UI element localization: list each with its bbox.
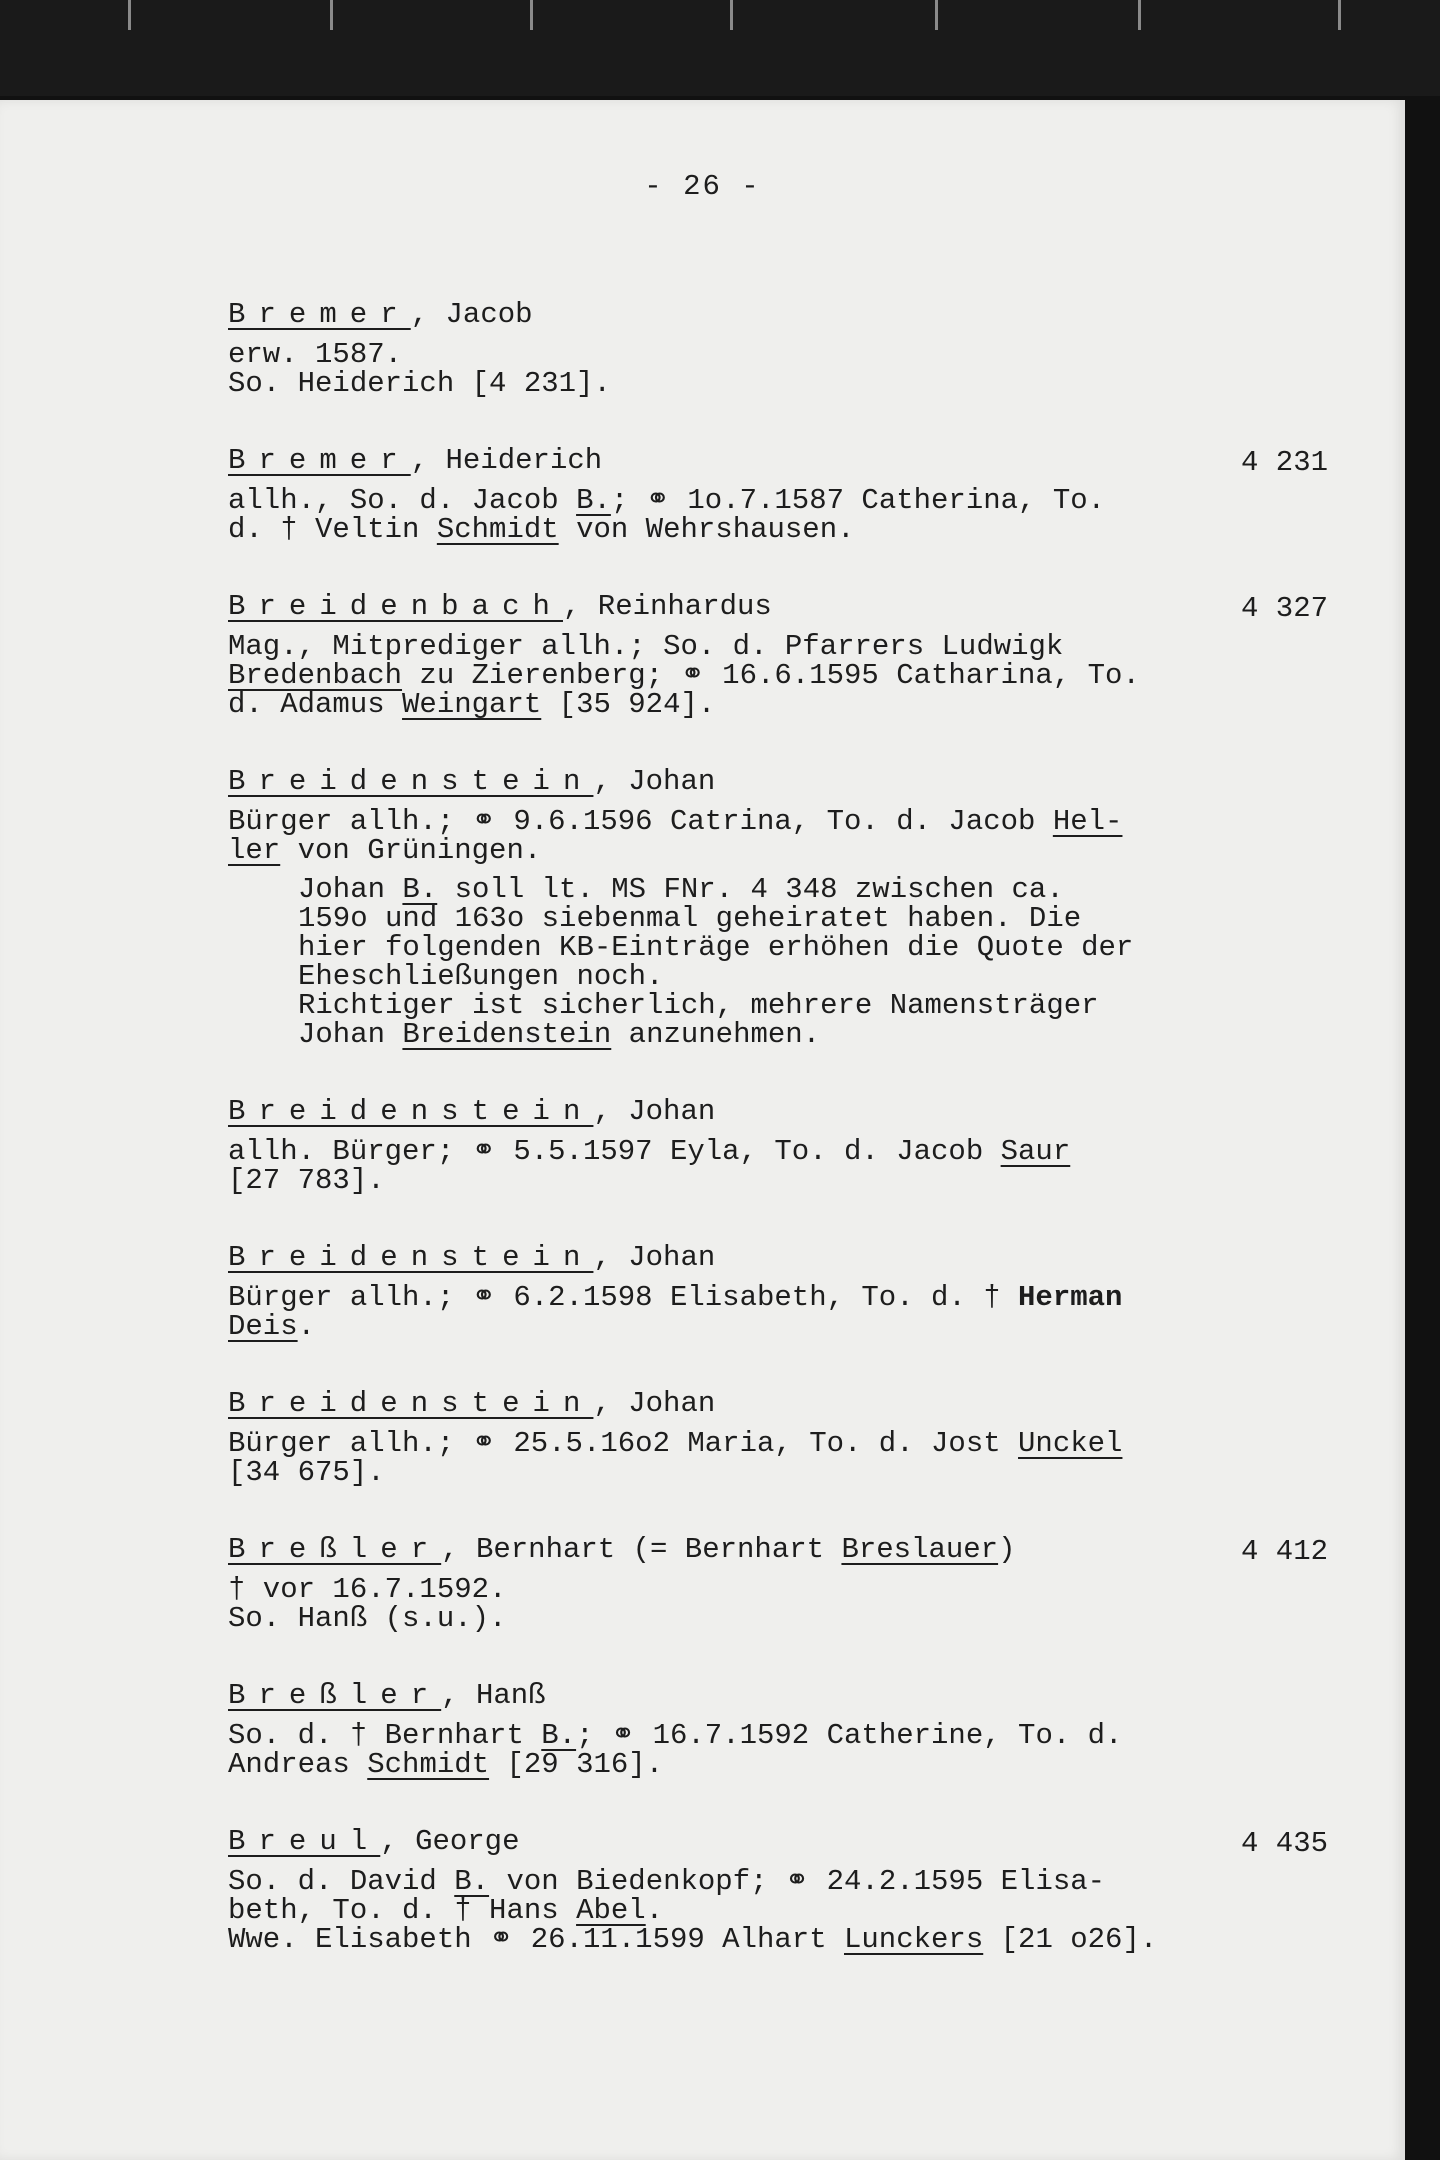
text-segment: allh. Bürger; ⚭ 5.5.1597 Eyla, To. d. Jacob: [228, 1135, 1001, 1168]
underlined-name: Saur: [1000, 1135, 1071, 1168]
given-name: , Reinhardus: [562, 590, 772, 623]
text-line: [298, 933, 1328, 962]
entry-body: [228, 1721, 1328, 1779]
text-line: [228, 690, 1328, 719]
given-name: , Johan: [593, 1387, 716, 1420]
underlined-name: B.: [454, 1865, 490, 1898]
text-line: [228, 1429, 1328, 1458]
film-tick: [1338, 0, 1341, 30]
underlined-name: B.: [576, 484, 611, 517]
surname: Breßler: [228, 1679, 442, 1712]
underlined-name: Unckel: [1018, 1427, 1123, 1460]
text-segment: anzunehmen.: [611, 1018, 821, 1051]
text-line: [228, 836, 1328, 865]
text-line: [298, 962, 1328, 991]
entry-list: [228, 300, 1328, 2002]
document-page: [0, 100, 1405, 2160]
text-segment: beth, To. d. † Hans: [228, 1894, 577, 1927]
text-line: [228, 1721, 1328, 1750]
text-line: [228, 807, 1328, 836]
text-segment: [29 316].: [489, 1748, 664, 1781]
entry-heading: [228, 1389, 1328, 1421]
film-tick: [128, 0, 131, 30]
text-line: [228, 661, 1328, 690]
entry-heading: [228, 1243, 1328, 1275]
entry-heading: [228, 1681, 1328, 1713]
given-name: , Heiderich: [410, 444, 603, 477]
entry: [228, 1681, 1328, 1779]
entry-body: [228, 632, 1328, 719]
text-segment: allh., So. d. Jacob: [228, 484, 577, 517]
family-number: 4 231: [1240, 446, 1328, 479]
underlined-name: Deis: [228, 1310, 298, 1343]
film-tick: [935, 0, 938, 30]
surname: Breidenbach: [228, 590, 563, 623]
underlined-name: Schmidt: [367, 1748, 490, 1781]
text-segment: d. † Veltin: [228, 513, 437, 546]
text-line: [298, 875, 1328, 904]
entry: [228, 1535, 1328, 1633]
text-line: [228, 1137, 1328, 1166]
entry: [228, 1097, 1328, 1195]
text-segment: 159o und 163o siebenmal geheiratet haben. Die: [298, 902, 1082, 935]
entry: [228, 767, 1328, 1049]
text-segment: d. Adamus: [228, 688, 403, 721]
entry: [228, 1243, 1328, 1341]
surname: Breidenstein: [228, 1095, 594, 1128]
underlined-name: Schmidt: [436, 513, 559, 546]
text-line: [228, 369, 1328, 398]
text-segment: So. d. † Bernhart: [228, 1719, 542, 1752]
text-segment: ; ⚭ 1o.7.1587 Catherina, To.: [610, 484, 1106, 517]
text-segment: Andreas: [228, 1748, 368, 1781]
film-tick: [330, 0, 333, 30]
film-tick: [730, 0, 733, 30]
text-line: [228, 515, 1328, 544]
entry-body: [228, 1867, 1328, 1954]
text-segment: Bürger allh.; ⚭ 25.5.16o2 Maria, To. d. Jost: [228, 1427, 1019, 1460]
underlined-name: B.: [541, 1719, 577, 1752]
underlined-name: B.: [402, 873, 438, 906]
text-line: [228, 1283, 1328, 1312]
entry-heading: [228, 592, 1328, 624]
text-segment: [21 o26].: [983, 1923, 1158, 1956]
given-name: , Johan: [593, 1095, 716, 1128]
underlined-name: Bredenbach: [228, 659, 403, 692]
surname: Bremer: [228, 298, 411, 331]
entry-body: [228, 1137, 1328, 1195]
underlined-name: Breidenstein: [402, 1018, 612, 1051]
text-segment: hier folgenden KB-Einträge erhöhen die Quote der: [298, 931, 1134, 964]
text-segment: So. Hanß (s.u.).: [228, 1602, 507, 1635]
text-segment: Eheschließungen noch.: [298, 960, 664, 993]
given-name: , Hanß: [441, 1679, 546, 1712]
given-name: , Johan: [593, 1241, 716, 1274]
text-segment: .: [645, 1894, 664, 1927]
underlined-name: Abel: [576, 1894, 646, 1927]
text-segment: † vor 16.7.1592.: [228, 1573, 507, 1606]
entry-body: [228, 807, 1328, 865]
film-tick: [530, 0, 533, 30]
text-line: [228, 1166, 1328, 1195]
entry-body: [228, 1575, 1328, 1633]
text-segment: ): [998, 1533, 1016, 1566]
surname: Breidenstein: [228, 1241, 594, 1274]
entry: [228, 1389, 1328, 1487]
underlined-name: Hel-: [1052, 805, 1123, 838]
text-segment: zu Zierenberg; ⚭ 16.6.1595 Catharina, To.: [402, 659, 1140, 692]
text-segment: Johan: [298, 873, 403, 906]
given-name: , Johan: [593, 765, 716, 798]
entry-heading: [228, 1535, 1328, 1567]
text-segment: [34 675].: [228, 1456, 385, 1489]
text-segment: von Biedenkopf; ⚭ 24.2.1595 Elisa-: [489, 1865, 1106, 1898]
text-line: [298, 1020, 1328, 1049]
given-name: , Jacob: [410, 298, 533, 331]
text-line: [228, 1458, 1328, 1487]
text-line: [228, 340, 1328, 369]
entry-note: [228, 875, 1328, 1049]
text-line: [228, 1867, 1328, 1896]
underlined-name: ler: [228, 834, 281, 867]
film-border: [0, 0, 1440, 96]
text-line: [228, 1925, 1328, 1954]
entry-body: [228, 1283, 1328, 1341]
entry-heading: [228, 1097, 1328, 1129]
text-segment: Wwe. Elisabeth ⚭ 26.11.1599 Alhart: [228, 1923, 844, 1956]
entry-body: [228, 1429, 1328, 1487]
text-segment: ; ⚭ 16.7.1592 Catherine, To. d.: [576, 1719, 1123, 1752]
entry-heading: [228, 446, 1328, 478]
entry: [228, 300, 1328, 398]
text-segment: Bürger allh.; ⚭ 6.2.1598 Elisabeth, To. d. †: [228, 1281, 1019, 1314]
text-line: [228, 1575, 1328, 1604]
entry-heading: [228, 767, 1328, 799]
underlined-name: Lunckers: [844, 1923, 984, 1956]
entry-heading: [228, 300, 1328, 332]
text-line: [298, 904, 1328, 933]
entry: [228, 1827, 1328, 1954]
text-segment: Johan: [298, 1018, 403, 1051]
text-line: [228, 1750, 1328, 1779]
underlined-name: Breslauer: [841, 1533, 999, 1566]
given-name: , Bernhart (= Bernhart: [441, 1533, 842, 1566]
text-line: [228, 1604, 1328, 1633]
text-segment: Bürger allh.; ⚭ 9.6.1596 Catrina, To. d. Jacob: [228, 805, 1053, 838]
surname: Breßler: [228, 1533, 442, 1566]
entry-heading: [228, 1827, 1328, 1859]
text-line: [298, 991, 1328, 1020]
surname: Breidenstein: [228, 1387, 594, 1420]
family-number: 4 327: [1240, 592, 1328, 625]
film-tick: [1138, 0, 1141, 30]
text-segment: von Grüningen.: [280, 834, 542, 867]
text-segment: Richtiger ist sicherlich, mehrere Namensträger: [298, 989, 1099, 1022]
surname: Breul: [228, 1825, 381, 1858]
surname: Bremer: [228, 444, 411, 477]
text-segment: [27 783].: [228, 1164, 385, 1197]
surname: Breidenstein: [228, 765, 594, 798]
text-segment: soll lt. MS FNr. 4 348 zwischen ca.: [437, 873, 1064, 906]
family-number: 4 412: [1240, 1535, 1328, 1568]
text-segment: So. d. David: [228, 1865, 455, 1898]
entry-body: [228, 340, 1328, 398]
entry: [228, 592, 1328, 719]
text-segment: erw. 1587.: [228, 338, 403, 371]
entry-body: [228, 486, 1328, 544]
text-segment: [35 924].: [541, 688, 716, 721]
text-line: [228, 486, 1328, 515]
bold-name: Herman: [1018, 1281, 1123, 1314]
text-line: [228, 632, 1328, 661]
entry: [228, 446, 1328, 544]
family-number: 4 435: [1240, 1827, 1328, 1860]
text-line: [228, 1312, 1328, 1341]
text-segment: Mag., Mitprediger allh.; So. d. Pfarrers Ludwigk: [228, 630, 1064, 663]
underlined-name: Weingart: [402, 688, 542, 721]
page-number: - 26 -: [644, 170, 761, 203]
given-name: , George: [380, 1825, 520, 1858]
text-segment: So. Heiderich [4 231].: [228, 367, 611, 400]
text-segment: .: [297, 1310, 316, 1343]
text-segment: von Wehrshausen.: [558, 513, 855, 546]
text-line: [228, 1896, 1328, 1925]
